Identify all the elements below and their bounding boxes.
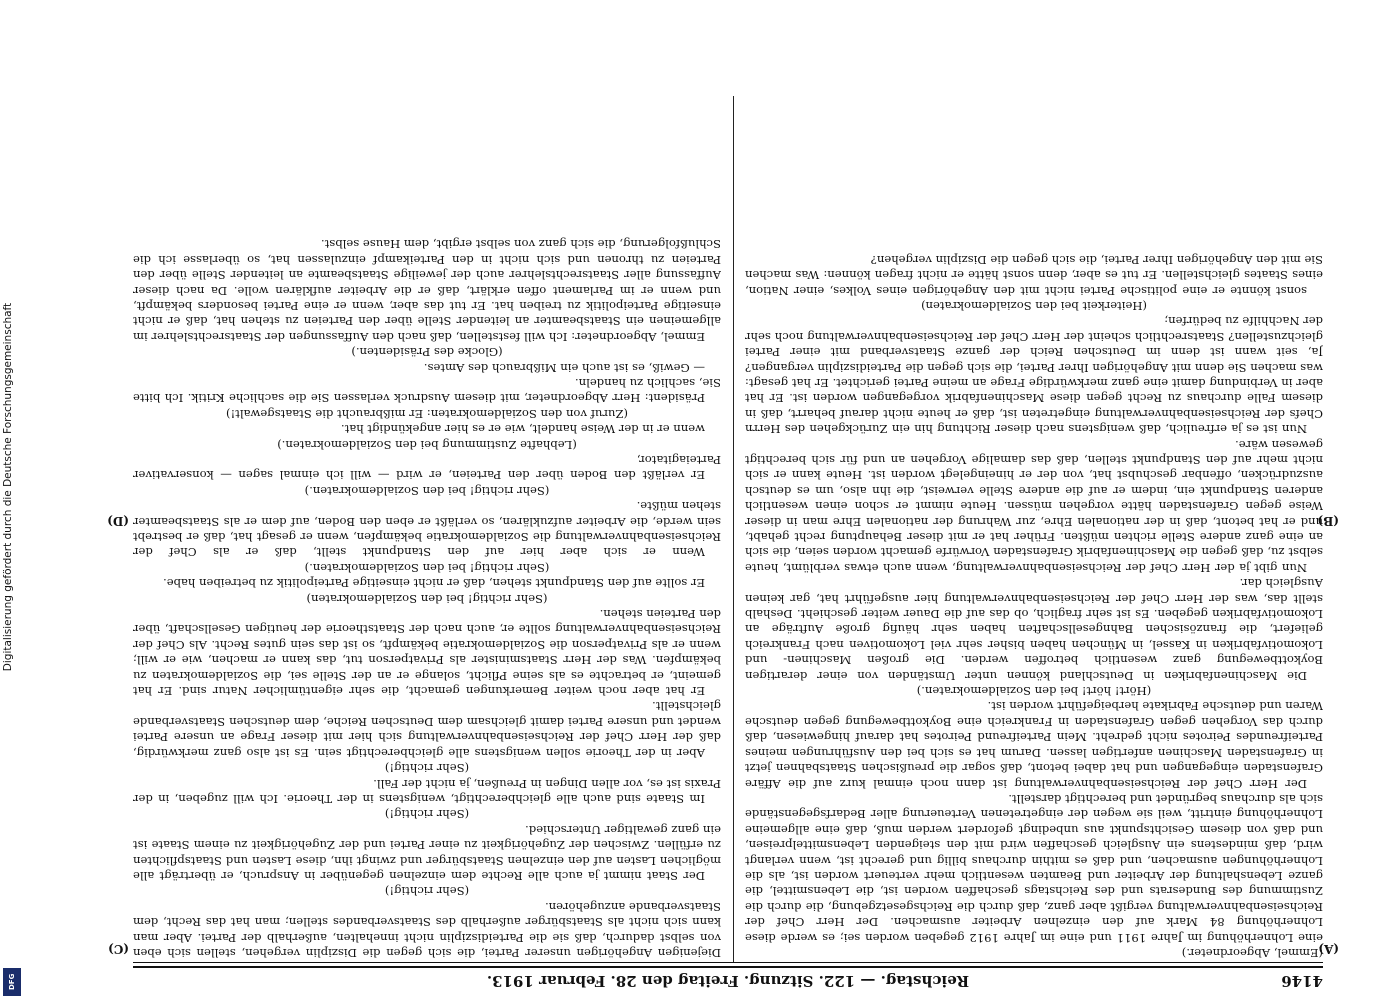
column-divider [733, 96, 734, 962]
interjection: (Lebhafte Zustimmung bei den Sozialdemokraten.) [277, 437, 577, 452]
paragraph: Er hat aber noch weiter Bemerkungen gemacht, die sehr eigentümlicher Natur sind. Er hat gemeint, er betrachte es als seine Pflicht, solange er an der Stelle sei, die Sozialdemokraten zu bekämpfen. Was der Herr Staatsminister als Privatperson tut, das kann er machen, wie er will; wenn er als Privatperson die Sozialdemokratie bekämpft, so ist das sein gutes Recht. Als Chef der Reichseisenbahnverwaltung sollte er, auch nach der Staatstheorie der heutigen Gesellschaft, über den Parteien stehen. [133, 607, 721, 699]
page-header [133, 970, 1323, 992]
right-column [133, 98, 721, 960]
footer-strip [0, 0, 22, 1000]
interjection: (Sehr richtig! bei den Sozialdemokraten.) [304, 560, 550, 575]
paragraph: sonst könnte er eine politische Partei nicht mit den Angehörigen eines Volkes, einer Nation, eines Staates gleichstellen. Er tut es aber, denn sonst hätte er nicht fragen können: Was machen Sie mit den Angehörigen Ihrer Partei, die sich gegen die Disziplin vergehen? [745, 252, 1323, 298]
paragraph: Er verläßt den Boden über den Parteien, er wird — will ich einmal sagen — konservativer Parteiagitator, [133, 453, 721, 483]
paragraph: Diejenigen Angehörigen unserer Partei, die sich gegen die Disziplin vergehen, stellen sich eben von selbst dadurch, daß sie die Parteidisziplin nicht innehalten, außerhalb der Partei. Aber man kann sich nicht als Staatsbürger außerhalb des Staatsverbandes stellen; man hat das Recht, dem Staatsverbande anzugehören. [133, 899, 721, 960]
paragraph: Im Staate sind auch alle gleichberechtigt, wenigstens in der Theorie. Ich will zugeben, in der Praxis ist es, vor allen Dingen in Preußen, ja nicht der Fall. [133, 776, 721, 806]
interjection: (Sehr richtig!) [384, 761, 470, 776]
interjection: (Sehr richtig! bei den Sozialdemokraten.) [304, 483, 550, 498]
left-column [745, 98, 1323, 960]
margin-mark-a: (A) [1318, 942, 1339, 956]
paragraph: Er sollte auf den Standpunkt stehen, daß er nicht einseitige Parteipolitik zu betreiben habe. [163, 576, 705, 591]
paragraph: eine Lohnerhöhung im Jahre 1911 und eine im Jahre 1912 gegeben worden sei; es werde diese Lohnerhöhung 84 Mark auf den einzelnen Arbeiter ausmachen. Der Herr Chef der Reichseisenbahnverwaltung vergißt aber ganz, daß durch die Reichsgesetzgebung, die durch die Zustimmung des Bundesrats und des Reichstags geschaffen worden ist, die Lebensmittel, die ganze Lebenshaltung der Arbeiter und Beamten wesentlich mehr verteuert worden ist, als die Lohnerhöhungen ausmachen, und daß es mithin durchaus billig und gerecht ist, wenn verlangt wird, daß mindestens ein Ausgleich geschaffen wird mit den steigenden Lebensmittelpreisen, und daß von diesem Gesichtspunkt aus unbedingt gefordert werden muß, daß eine allgemeine Lohnerhöhung eintritt, weil sie wegen der eingetretenen Verteuerung aller Bedarfsgegenstände sich als durchaus begründet und berechtigt darstellt. [745, 791, 1323, 945]
paragraph: — Gewiß, es ist auch ein Mißbrauch des Amtes. [423, 360, 705, 375]
interjection: (Sehr richtig! bei den Sozialdemokraten) [306, 591, 548, 606]
page-title: Reichstag. — 122. Sitzung. Freitag den 28. Februar 1913. [486, 972, 970, 990]
interjection: (Sehr richtig!) [384, 884, 470, 899]
paragraph: Die Maschinenfabriken in Deutschland können unter Umständen von einer derartigen Boykottbewegung ganz wesentlich betroffen werden. Die großen Maschinen- und Lokomotivfabriken in Kassel, in München haben bisher sehr viel Lokomotiven nach Frankreich geliefert, die französischen Bahngesellschaften haben sehr häufig große Aufträge an Lokomotivfabriken gegeben. Es ist sehr fraglich, ob das auf die Dauer weiter geschieht. Deshalb stellt das, was der Herr Chef der Reichseisenbahnverwaltung hier ausgeführt hat, gar keinen Ausgleich dar. [745, 576, 1323, 683]
paragraph: Nun ist es ja erfreulich, daß wenigstens nach dieser Richtung hin ein Zurückgehen des Herrn Chefs der Reichseisenbahnverwaltung eingetreten ist, daß er heute nicht darauf beharrt, daß in diesem Falle durchaus zu Recht gegen diese Maschinenfabrik vorgegangen worden ist. Er hat aber in Verbindung damit eine ganz merkwürdige Frage an meine Partei gerichtet. Er hat gesagt: was machen Sie denn mit Angehörigen Ihrer Partei, die sich gegen die Parteidisziplin vergangen? Ja, seit wann ist denn im Deutschen Reich der ganze Staatsverband mit einer Partei gleichzustellen? Staatsrechtlich scheint der Herr Chef der Reichseisenbahnverwaltung noch sehr der Nachhilfe zu bedürfen; [745, 314, 1323, 437]
interjection: (Heiterkeit bei den Sozialdemokraten) [921, 298, 1147, 313]
digitization-credit: Digitalisierung gefördert durch die Deutsche Forschungsgemeinschaft [2, 302, 14, 672]
interjection: (Zuruf von den Sozialdemokraten: Er mißbraucht die Staatsgewalt!) [226, 406, 628, 421]
margin-mark-c: (C) [108, 942, 129, 956]
paragraph: (Emmel, Abgeordneter.) [1181, 946, 1323, 960]
dfg-logo: DFG [3, 968, 21, 996]
interjection: (Hört! hört! bei den Sozialdemokraten.) [916, 684, 1152, 699]
paragraph: Aber in der Theorie sollen wenigstens alle gleichberechtigt sein. Es ist also ganz merkwürdig, daß der Herr Chef der Reichseisenbahnverwaltung sich hier mit dieser Frage an unsere Partei wendet und unsere Partei damit gleichsam dem Deutschen Reiche, dem deutschen Staatsverbande gleichstellt. [133, 699, 721, 760]
interjection: (Sehr richtig!) [384, 807, 470, 822]
paragraph: wenn er in der Weise handelt, wie er es hier angekündigt hat. [340, 422, 705, 437]
paragraph: Präsident: Herr Abgeordneter, mit diesem Ausdruck verlassen Sie die sachliche Kritik. Ich bitte Sie, sachlich zu handeln. [133, 375, 721, 406]
paragraph: Emmel, Abgeordneter: Ich will feststellen, daß nach den Auffassungen der Staatsrechtslehrer im allgemeinen ein Staatsbeamter an leitender Stelle über den Parteien zu stehen hat, daß er nicht einseitige Parteipolitik zu treiben hat. Er tut das aber, wenn er eine Partei besonders bekämpft, und wenn er im Parlament offen erklärt, daß er die Arbeiter aufklären wolle. Da nach dieser Auffassung aller Staatsrechtslehrer auch der jeweilige Staatsbeamte an leitender Stelle über den Parteien zu thronen und sich nicht in den Parteikampf einzulassen hat, so überlasse ich die Schlußfolgerung, die sich ganz von selbst ergibt, dem Hause selbst. [133, 237, 721, 344]
paragraph: Der Staat nimmt ja auch alle Rechte dem einzelnen gegenüber in Anspruch, er überträgt alle möglichen Lasten auf den einzelnen Staatsbürger und zwingt ihn, diese Lasten und Staatspflichten zu erfüllen. Zwischen der Zugehörigkeit zu einer Partei und der Zugehörigkeit zu einem Staate ist ein ganz gewaltiger Unterschied. [133, 822, 721, 883]
paragraph: Der Herr Chef der Reichseisenbahnverwaltung ist dann noch einmal kurz auf die Affäre Grafenstaden eingegangen und hat dabei betont, daß sogar die preußischen Staatsbahnen jetzt in Grafenstaden Maschinen anfertigen lassen. Darum hat es sich bei den Ausführungen meines Parteifreundes Peirotes nicht gedreht. Mein Parteifreund Peirotes hat darauf hingewiesen, daß durch das Vorgehen gegen Grafenstaden in Frankreich eine Boykottbewegung gegen deutsche Waren und deutsche Fabrikate herbeigeführt worden ist. [745, 699, 1323, 791]
margin-mark-d: (D) [107, 514, 129, 528]
margin-mark-b: (B) [1317, 514, 1339, 528]
interjection: (Glocke des Präsidenten.) [351, 345, 503, 360]
header-rule [133, 962, 1323, 968]
page-number: 4146 [1281, 972, 1323, 990]
paragraph: Nun gibt ja der Herr Chef der Reichseisenbahnverwaltung, wenn auch etwas verblümt, heute selbst zu, daß gegen die Maschinenfabrik Grafenstaden Vorwürfe gemacht worden seien, die sich an eine ganz andere Stelle richten müßten. Früher hat er mit dieser Behauptung recht gehabt, und er hat betont, daß in der nationalen Ehre, zur Wahrung der nationalen Ehre man in dieser Weise gegen Grafenstaden hätte vorgehen müssen. Heute nimmt er schon einen wesentlich anderen Standpunkt ein, indem er auf die andere Stelle verweist, die ihn also, um es deutsch auszudrücken, offenbar geschubst hat, von der er hineingelegt worden ist. Heute kann er sich nicht mehr auf den Standpunkt stellen, daß das damalige Vorgehen an und für sich berechtigt gewesen wäre. [745, 437, 1323, 575]
paragraph: Wenn er sich aber hier auf den Standpunkt stellt, daß er als Chef der Reichseisenbahnverwaltung die Sozialdemokratie bekämpfen, wenn er gesagt hat, daß er bestrebt sein werde, die Arbeiter aufzuklären, so verläßt er eben den Boden, auf dem er als Staatsbeamter stehen müßte. [133, 499, 721, 560]
